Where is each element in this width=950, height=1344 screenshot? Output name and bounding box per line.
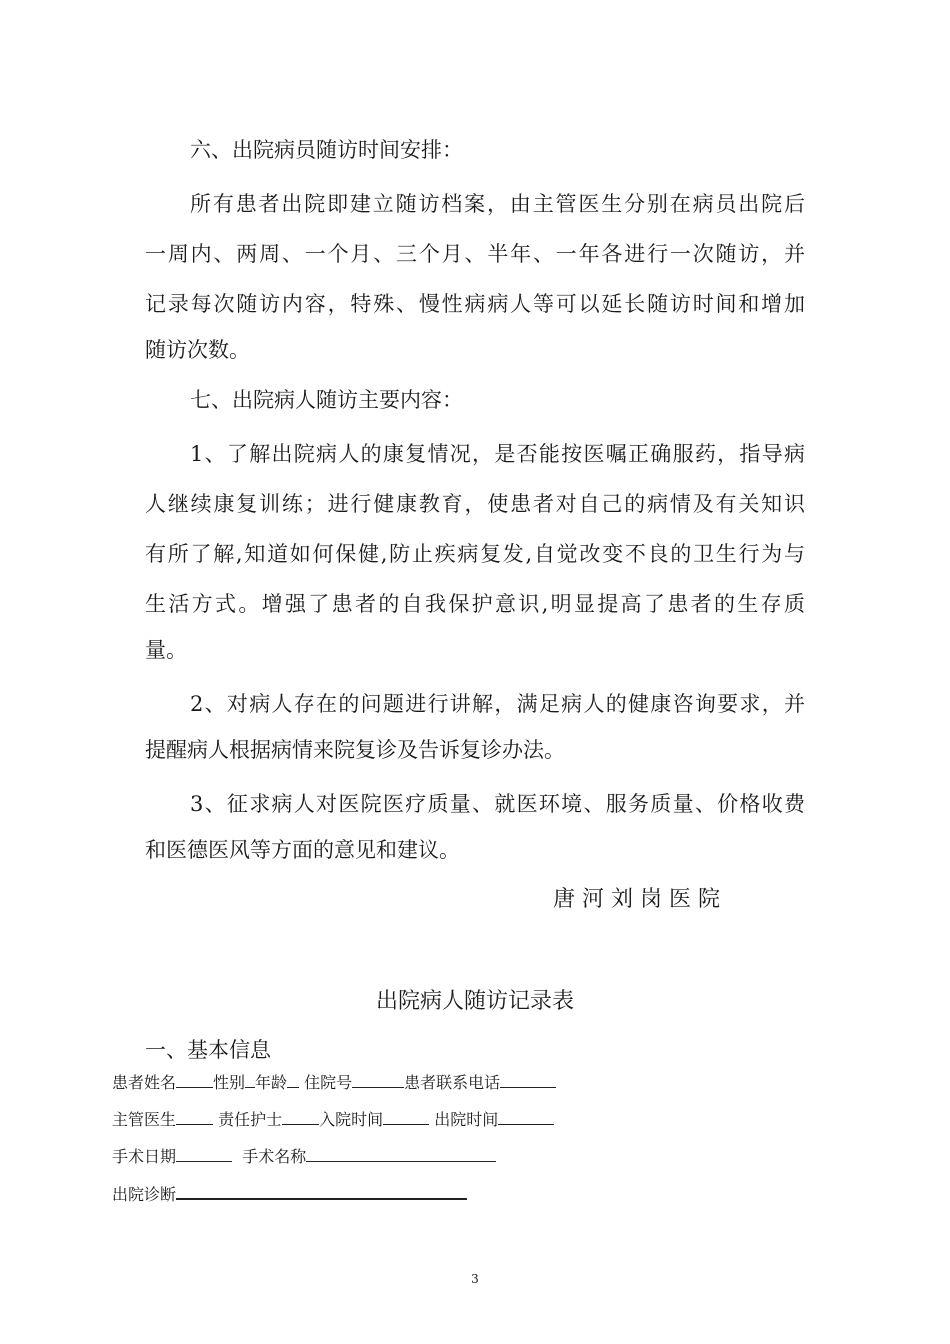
section7-item3-line-2: 和医德医风等方面的意见和建议。 xyxy=(145,838,460,862)
form-section-title: 一、基本信息 xyxy=(145,1038,271,1062)
label-admit-time: 入院时间 xyxy=(319,1110,384,1129)
form-title: 出院病人随访记录表 xyxy=(375,989,574,1014)
section7-heading: 七、出院病人随访主要内容： xyxy=(190,388,463,412)
field-phone[interactable] xyxy=(500,1073,556,1088)
page-number: 3 xyxy=(471,1272,479,1286)
form-row-2 xyxy=(112,1110,554,1130)
section7-item1-line-4: 生活方式。增强了患者的自我保护意识,明显提高了患者的生存质 xyxy=(145,592,805,616)
field-patient-name[interactable] xyxy=(176,1073,213,1088)
field-doctor[interactable] xyxy=(176,1110,213,1125)
field-discharge-time[interactable] xyxy=(498,1110,554,1125)
label-surgery-date: 手术日期 xyxy=(112,1147,177,1166)
label-patient-name: 患者姓名 xyxy=(112,1073,177,1092)
section6-line-4: 随访次数。 xyxy=(145,338,250,362)
field-diagnosis[interactable] xyxy=(176,1184,467,1200)
label-surgery-name: 手术名称 xyxy=(242,1147,307,1166)
section7-item1-line-5: 量。 xyxy=(145,638,187,662)
field-admission-no[interactable] xyxy=(352,1073,404,1088)
label-discharge-time: 出院时间 xyxy=(434,1110,499,1129)
section6-line-3: 记录每次随访内容，特殊、慢性病病人等可以延长随访时间和增加 xyxy=(145,292,805,316)
section7-item2-line-2: 提醒病人根据病情来院复诊及告诉复诊办法。 xyxy=(145,738,565,762)
form-row-1 xyxy=(112,1073,556,1093)
section7-item1-line-3: 有所了解,知道如何保健,防止疾病复发,自觉改变不良的卫生行为与 xyxy=(145,542,805,566)
label-diagnosis: 出院诊断 xyxy=(112,1185,177,1204)
label-phone: 患者联系电话 xyxy=(404,1073,501,1092)
field-admit-time[interactable] xyxy=(383,1110,429,1125)
field-surgery-name[interactable] xyxy=(306,1147,496,1162)
field-nurse[interactable] xyxy=(282,1110,319,1125)
field-gender[interactable] xyxy=(245,1073,255,1088)
label-admission-no: 住院号 xyxy=(304,1073,353,1092)
form-row-3 xyxy=(112,1147,496,1167)
section7-item1-line-2: 人继续康复训练；进行健康教育，使患者对自己的病情及有关知识 xyxy=(145,492,805,516)
section6-heading: 六、出院病员随访时间安排： xyxy=(190,138,463,162)
section7-item1-line-1: 1、了解出院病人的康复情况，是否能按医嘱正确服药，指导病 xyxy=(190,442,805,466)
form-row-4 xyxy=(112,1184,467,1205)
label-age: 年龄 xyxy=(255,1073,288,1092)
label-doctor: 主管医生 xyxy=(112,1110,177,1129)
field-surgery-date[interactable] xyxy=(176,1147,232,1162)
section6-line-1: 所有患者出院即建立随访档案，由主管医生分别在病员出院后 xyxy=(190,192,805,216)
section7-item2-line-1: 2、对病人存在的问题进行讲解，满足病人的健康咨询要求，并 xyxy=(190,692,805,716)
field-age[interactable] xyxy=(287,1073,299,1088)
section6-line-2: 一周内、两周、一个月、三个月、半年、一年各进行一次随访，并 xyxy=(145,242,805,266)
hospital-name: 唐河刘岗医院 xyxy=(553,887,728,912)
label-gender: 性别 xyxy=(213,1073,246,1092)
section7-item3-line-1: 3、征求病人对医院医疗质量、就医环境、服务质量、价格收费 xyxy=(190,792,805,816)
label-nurse: 责任护士 xyxy=(218,1110,283,1129)
